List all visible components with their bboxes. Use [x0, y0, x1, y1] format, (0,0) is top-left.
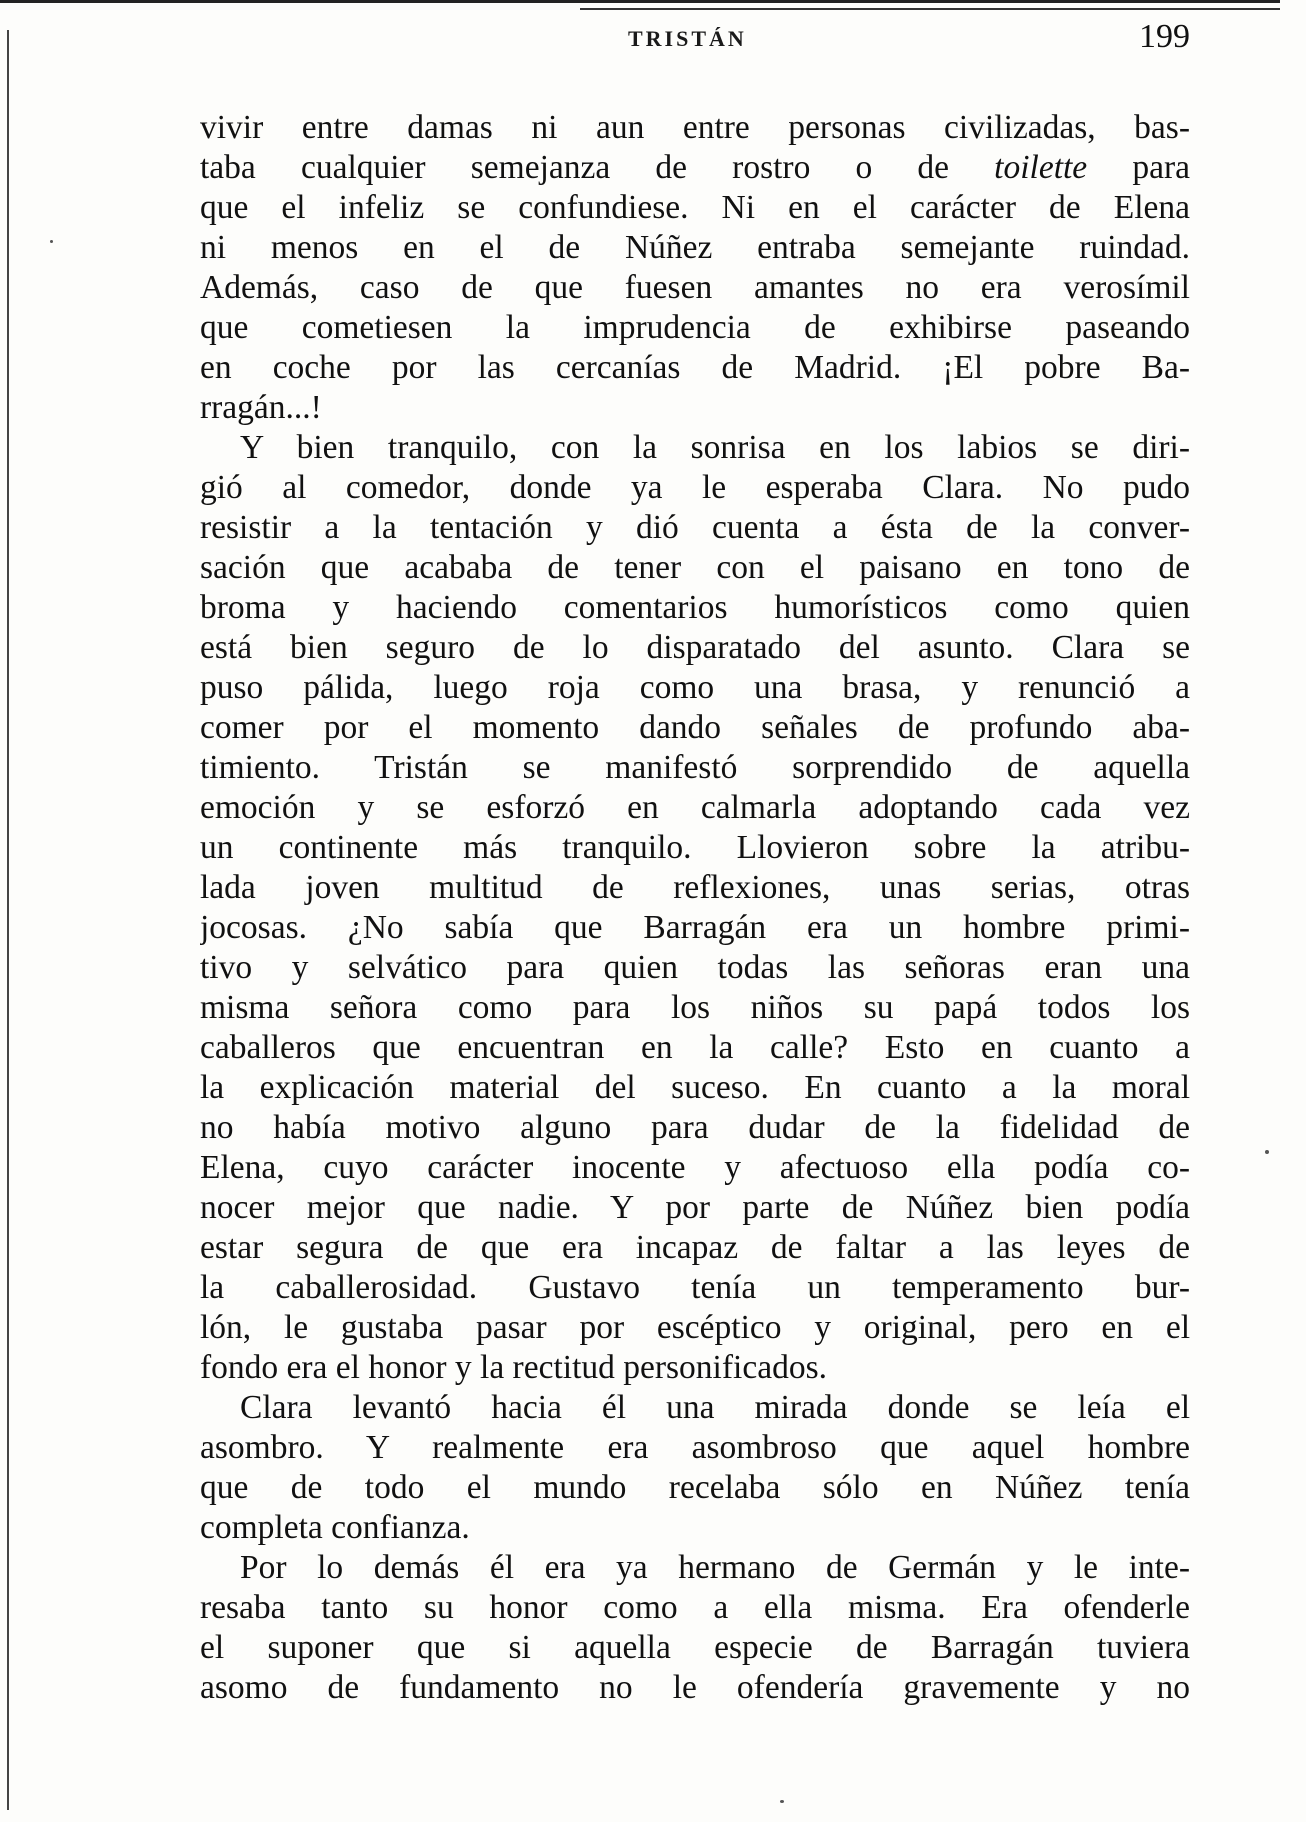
text-line: broma y haciendo comentarios humorísticos como quien: [200, 589, 1190, 626]
text-line: fondo era el honor y la rectitud personificados.: [200, 1349, 827, 1386]
text-line: un continente más tranquilo. Llovieron sobre la atribu-: [200, 829, 1190, 866]
text-line: la caballerosidad. Gustavo tenía un temperamento bur-: [200, 1269, 1190, 1306]
text-line: está bien seguro de lo disparatado del asunto. Clara se: [200, 629, 1190, 666]
text-line: que el infeliz se confundiese. Ni en el carácter de Elena: [200, 189, 1190, 226]
text-line: tivo y selvático para quien todas las señoras eran una: [200, 949, 1190, 986]
page-header: [200, 18, 1190, 58]
text-line: puso pálida, luego roja como una brasa, y renunció a: [200, 669, 1190, 706]
text-line: taba cualquier semejanza de rostro o de toilette para: [200, 149, 1190, 186]
text-line: gió al comedor, donde ya le esperaba Clara. No pudo: [200, 469, 1190, 506]
running-title: TRISTÁN: [628, 26, 747, 51]
text-line: nocer mejor que nadie. Y por parte de Núñez bien podía: [200, 1189, 1190, 1226]
text-line: que de todo el mundo recelaba sólo en Núñez tenía: [200, 1469, 1190, 1506]
text-line: estar segura de que era incapaz de faltar a las leyes de: [200, 1229, 1190, 1266]
text-line: caballeros que encuentran en la calle? Esto en cuanto a: [200, 1029, 1190, 1066]
text-line: la explicación material del suceso. En cuanto a la moral: [200, 1069, 1190, 1106]
text-line: ni menos en el de Núñez entraba semejante ruindad.: [200, 229, 1190, 266]
text-line: misma señora como para los niños su papá todos los: [200, 989, 1190, 1026]
text-line: completa confianza.: [200, 1509, 470, 1546]
body-text: [200, 108, 1190, 1708]
text-line: rragán...!: [200, 389, 322, 426]
text-line: emoción y se esforzó en calmarla adoptando cada vez: [200, 789, 1190, 826]
text-line: Además, caso de que fuesen amantes no era verosímil: [200, 269, 1190, 306]
left-border-rule: [7, 30, 9, 1810]
text-line: comer por el momento dando señales de profundo aba-: [200, 709, 1190, 746]
text-line: Y bien tranquilo, con la sonrisa en los labios se diri-: [240, 429, 1190, 466]
text-line: Por lo demás él era ya hermano de Germán y le inte-: [240, 1549, 1190, 1586]
text-line: en coche por las cercanías de Madrid. ¡El pobre Ba-: [200, 349, 1190, 386]
text-line: el suponer que si aquella especie de Barragán tuviera: [200, 1629, 1190, 1666]
text-line: lada joven multitud de reflexiones, unas serias, otras: [200, 869, 1190, 906]
text-line: timiento. Tristán se manifestó sorprendido de aquella: [200, 749, 1190, 786]
text-line: lón, le gustaba pasar por escéptico y original, pero en el: [200, 1309, 1190, 1346]
text-line: resaba tanto su honor como a ella misma. Era ofenderle: [200, 1589, 1190, 1626]
text-line: jocosas. ¿No sabía que Barragán era un hombre primi-: [200, 909, 1190, 946]
text-line: Clara levantó hacia él una mirada donde se leía el: [240, 1389, 1190, 1426]
ink-speck: [50, 240, 53, 243]
text-line: asomo de fundamento no le ofendería gravemente y no: [200, 1669, 1190, 1706]
ink-speck: [1265, 1150, 1269, 1154]
italic-word: toilette: [994, 149, 1088, 186]
text-line: asombro. Y realmente era asombroso que aquel hombre: [200, 1429, 1190, 1466]
text-line: no había motivo alguno para dudar de la fidelidad de: [200, 1109, 1190, 1146]
top-border-rule: [0, 0, 1280, 3]
page-number: 199: [1139, 18, 1190, 55]
text-line: que cometiesen la imprudencia de exhibirse paseando: [200, 309, 1190, 346]
text-line: vivir entre damas ni aun entre personas civilizadas, bas-: [200, 109, 1190, 146]
header-rule: [580, 8, 1280, 10]
ink-speck: [780, 1800, 784, 1803]
text-line: sación que acababa de tener con el paisano en tono de: [200, 549, 1190, 586]
text-line: Elena, cuyo carácter inocente y afectuoso ella podía co-: [200, 1149, 1190, 1186]
text-line: resistir a la tentación y dió cuenta a ésta de la conver-: [200, 509, 1190, 546]
